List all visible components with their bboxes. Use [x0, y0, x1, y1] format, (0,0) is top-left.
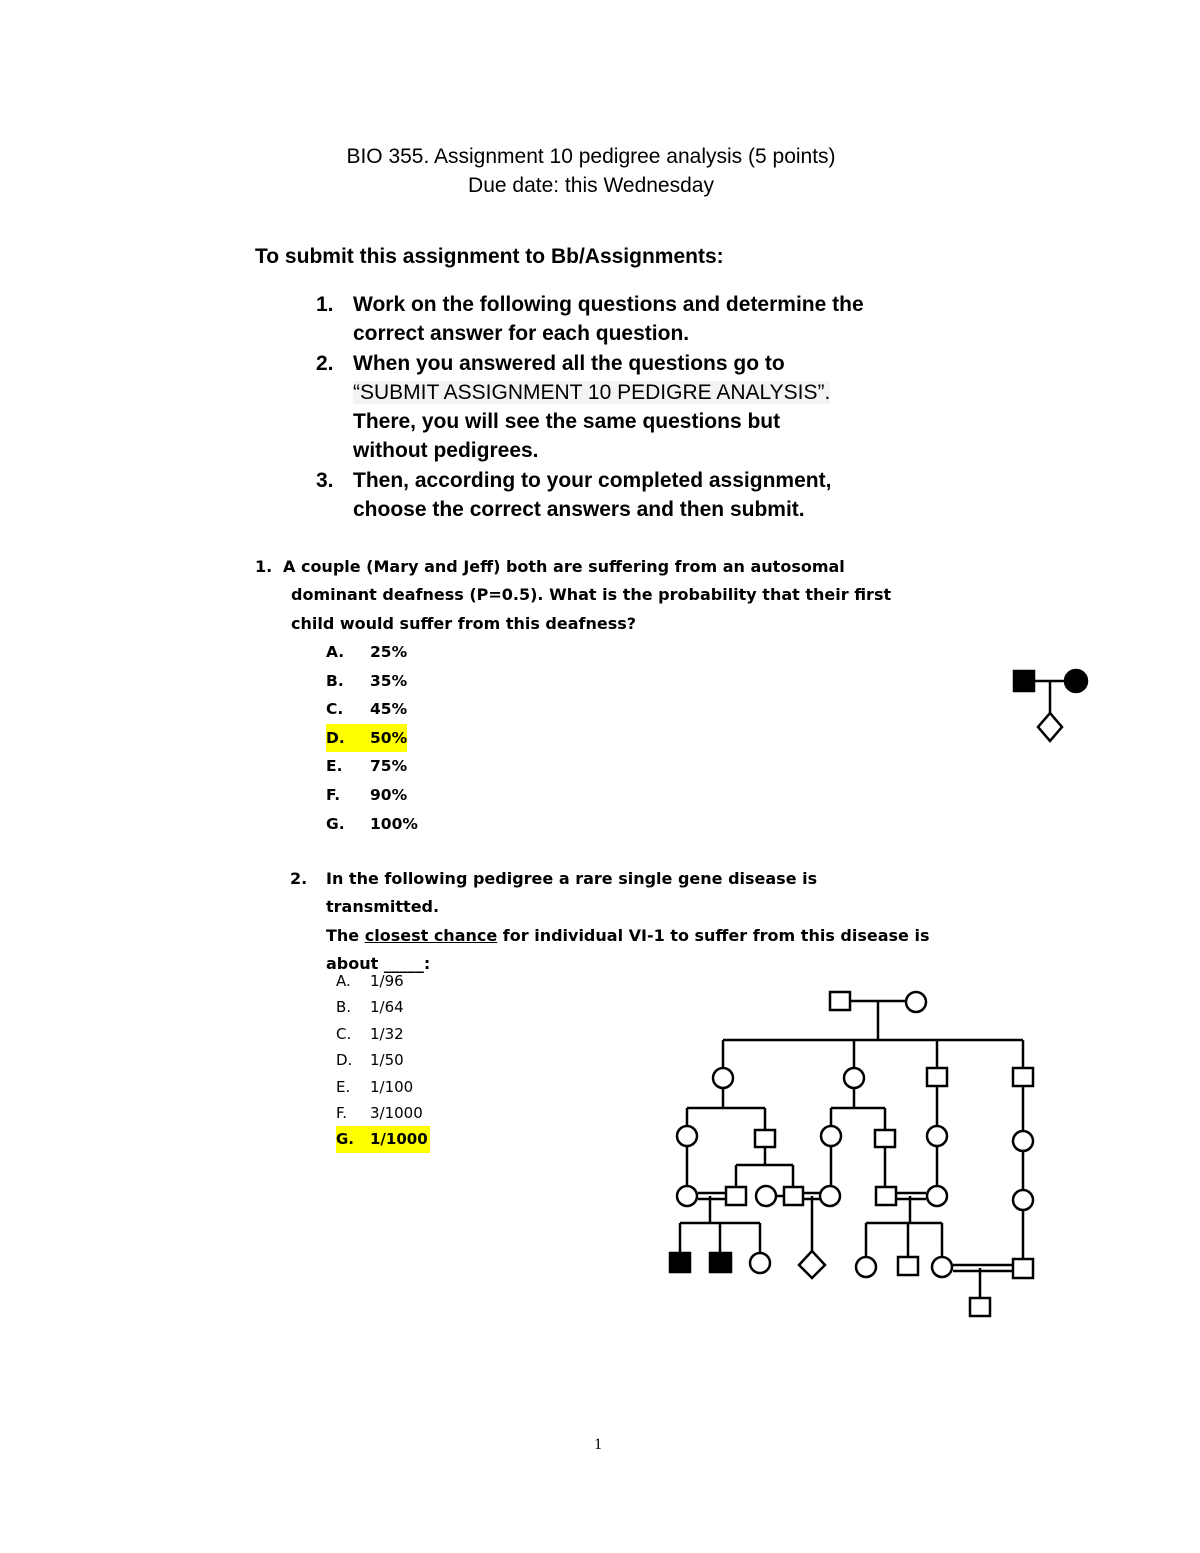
step-text-continued: There, you will see the same questions but without pedigrees. [353, 410, 781, 463]
question-number: 2. [290, 869, 308, 888]
step-number: 1. [316, 293, 334, 316]
question-text: dominant deafness (P=0.5). What is the probability that their first [291, 585, 892, 605]
step-text: When you answered all the questions go to [353, 351, 785, 375]
page-number: 1 [594, 1436, 602, 1453]
female-circle [677, 1126, 697, 1146]
answer-option[interactable]: E. 1/100 [336, 1077, 414, 1096]
answer-option[interactable]: F. 3/1000 [336, 1104, 423, 1123]
male-square [1013, 1068, 1033, 1086]
male-square [755, 1130, 775, 1147]
step-text: Then, according to your completed assignment, choose the correct answers and then submit. [353, 468, 832, 522]
answer-option[interactable]: E. 75% [326, 757, 408, 776]
male-square [830, 992, 850, 1010]
female-circle [927, 1186, 947, 1206]
question-text: child would suffer from this deafness? [291, 613, 637, 633]
question-1-pedigree [1014, 670, 1087, 741]
assignment-link-text: “SUBMIT ASSIGNMENT 10 PEDIGRE ANALYSIS”. [353, 380, 831, 404]
female-circle [1013, 1131, 1033, 1151]
male-square [784, 1187, 803, 1205]
answer-option-highlighted[interactable]: D. 50% [326, 724, 418, 753]
answer-option[interactable]: C. 45% [326, 700, 408, 719]
male-square [876, 1187, 896, 1205]
question-text: In the following pedigree a rare single gene disease is transmitted. [326, 869, 818, 917]
individual-VI-1-male-square [970, 1298, 990, 1316]
answer-option[interactable]: D. 1/50 [336, 1051, 404, 1070]
female-circle [750, 1253, 770, 1273]
affected-male-square [1014, 671, 1034, 691]
affected-male-square [710, 1253, 731, 1272]
step-number: 3. [316, 468, 334, 492]
answer-option[interactable]: A. 25% [326, 643, 408, 661]
male-square [875, 1130, 895, 1147]
question-text: about _____: [326, 953, 431, 973]
female-circle [927, 1126, 947, 1146]
unknown-sex-diamond [799, 1251, 825, 1278]
female-circle [932, 1257, 952, 1277]
male-square [1013, 1259, 1033, 1278]
male-square [927, 1068, 947, 1086]
answer-option[interactable]: B. 1/64 [336, 998, 404, 1017]
question-text: The closest chance for individual VI-1 to suffer from this disease is [326, 925, 930, 945]
answer-option[interactable]: B. 35% [326, 671, 408, 690]
male-square [898, 1257, 918, 1275]
question-number: 1. [255, 557, 273, 576]
step-number: 2. [316, 351, 334, 375]
female-circle [756, 1186, 776, 1206]
assignment-title: BIO 355. Assignment 10 pedigree analysis (5 points) [346, 145, 836, 168]
question-text: A couple (Mary and Jeff) both are suffering from an autosomal [283, 557, 845, 576]
affected-female-circle [1065, 670, 1087, 692]
female-circle [844, 1068, 864, 1088]
male-square [726, 1187, 746, 1205]
due-date: Due date: this Wednesday [468, 174, 714, 197]
female-circle [906, 992, 926, 1012]
affected-male-square [670, 1253, 690, 1272]
answer-option[interactable]: F. 90% [326, 785, 408, 804]
female-circle [856, 1257, 876, 1277]
female-circle [1013, 1190, 1033, 1210]
answer-option[interactable]: G. 100% [326, 814, 418, 833]
female-circle [820, 1186, 840, 1206]
female-circle [677, 1186, 697, 1206]
female-circle [821, 1126, 841, 1146]
answer-option[interactable]: C. 1/32 [336, 1024, 404, 1043]
answer-option-highlighted[interactable]: G. 1/1000 [336, 1126, 430, 1152]
answer-option[interactable]: A. 1/96 [336, 972, 404, 990]
step-text: Work on the following questions and determine the correct answer for each question. [353, 293, 864, 346]
female-circle [713, 1068, 733, 1088]
submit-instructions-heading: To submit this assignment to Bb/Assignments: [255, 245, 724, 268]
unknown-sex-child-diamond [1038, 713, 1062, 741]
